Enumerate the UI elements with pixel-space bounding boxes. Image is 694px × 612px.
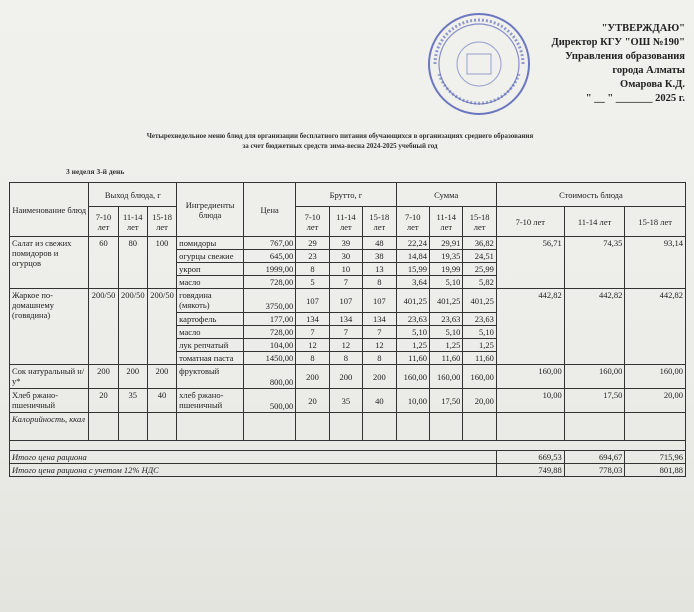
empty-cell [118, 413, 147, 441]
ingredient-name: фруктовый [177, 365, 244, 389]
dish-cost: 10,00 [496, 389, 564, 413]
dish-cost: 442,82 [496, 289, 564, 365]
ingredient-sum: 401,25 [463, 289, 496, 313]
ingredient-brutto: 35 [329, 389, 362, 413]
total-value: 801,88 [625, 464, 686, 477]
ingredient-sum: 11,60 [463, 352, 496, 365]
ingredient-brutto: 10 [329, 263, 362, 276]
ingredient-sum: 29,91 [429, 237, 462, 250]
ingredient-brutto: 12 [363, 339, 396, 352]
ingredient-price: 3750,00 [244, 289, 296, 313]
approval-line-1: "УТВЕРЖДАЮ" [601, 23, 685, 34]
ingredient-name: томатная паста [177, 352, 244, 365]
ingredient-brutto: 134 [296, 313, 329, 326]
empty-cell [363, 413, 396, 441]
total-value: 715,96 [625, 451, 686, 464]
dish-name: Жаркое по-домашнему (говядина) [10, 289, 89, 365]
ingredient-brutto: 200 [296, 365, 329, 389]
spacer-row [10, 441, 686, 451]
approval-line-6: " __ " _______ 2025 г. [585, 93, 685, 104]
ingredient-sum: 160,00 [463, 365, 496, 389]
ingredient-price: 800,00 [244, 365, 296, 389]
table-row [10, 289, 686, 313]
ingredient-name: помидоры [177, 237, 244, 250]
ingredient-brutto: 107 [296, 289, 329, 313]
ingredient-brutto: 8 [363, 352, 396, 365]
empty-cell [564, 413, 625, 441]
ingredient-price: 104,00 [244, 339, 296, 352]
title-line-2: за счет бюджетных средств зима-весна 2024-2025 учебный год [242, 142, 438, 150]
header-sum: Сумма [396, 183, 496, 207]
header-dish: Наименование блюд [10, 183, 89, 237]
ingredient-brutto: 107 [363, 289, 396, 313]
ingredient-sum: 20,00 [463, 389, 496, 413]
ingredient-brutto: 12 [296, 339, 329, 352]
ingredient-sum: 5,82 [463, 276, 496, 289]
header-age2: 11-14 лет [564, 207, 625, 237]
ingredient-brutto: 200 [363, 365, 396, 389]
dish-output: 35 [118, 389, 147, 413]
ingredient-name: картофель [177, 313, 244, 326]
ingredient-brutto: 30 [329, 250, 362, 263]
ingredient-brutto: 29 [296, 237, 329, 250]
empty-cell [177, 413, 244, 441]
empty-cell [89, 413, 118, 441]
ingredient-sum: 160,00 [429, 365, 462, 389]
dish-cost: 74,35 [564, 237, 625, 289]
ingredient-price: 728,00 [244, 276, 296, 289]
ingredient-name: огурцы свежие [177, 250, 244, 263]
empty-cell [463, 413, 496, 441]
ingredient-brutto: 8 [329, 352, 362, 365]
ingredient-sum: 1,25 [396, 339, 429, 352]
ingredient-price: 500,00 [244, 389, 296, 413]
ingredient-sum: 10,00 [396, 389, 429, 413]
ingredient-name: хлеб ржано-пшеничный [177, 389, 244, 413]
header-ingredients: Ингредиенты блюда [177, 183, 244, 237]
ingredient-name: масло [177, 326, 244, 339]
ingredient-sum: 22,24 [396, 237, 429, 250]
empty-cell [296, 413, 329, 441]
ingredient-sum: 23,63 [396, 313, 429, 326]
ingredient-sum: 25,99 [463, 263, 496, 276]
calorie-row [10, 413, 686, 441]
header-age1: 7-10 лет [89, 207, 118, 237]
ingredient-brutto: 134 [363, 313, 396, 326]
header-cost: Стоимость блюда [496, 183, 685, 207]
ingredient-brutto: 38 [363, 250, 396, 263]
spacer-cell [10, 441, 686, 451]
ingredient-brutto: 7 [329, 276, 362, 289]
total-value: 669,53 [496, 451, 564, 464]
ingredient-name: говядина (мякоть) [177, 289, 244, 313]
ingredient-price: 645,00 [244, 250, 296, 263]
dish-output: 60 [89, 237, 118, 289]
dish-output: 200/50 [118, 289, 147, 365]
ingredient-price: 177,00 [244, 313, 296, 326]
total-row [10, 464, 686, 477]
header-brutto: Брутто, г [296, 183, 396, 207]
total-value: 749,88 [496, 464, 564, 477]
ingredient-brutto: 12 [329, 339, 362, 352]
ingredient-price: 1999,00 [244, 263, 296, 276]
ingredient-brutto: 7 [296, 326, 329, 339]
ingredient-brutto: 39 [329, 237, 362, 250]
ingredient-sum: 19,35 [429, 250, 462, 263]
ingredient-brutto: 40 [363, 389, 396, 413]
approval-line-5: Омарова К.Д. [620, 79, 685, 90]
ingredient-name: лук репчатый [177, 339, 244, 352]
dish-output: 200/50 [147, 289, 176, 365]
ingredient-brutto: 13 [363, 263, 396, 276]
approval-line-2: Директор КГУ "ОШ №190" [551, 37, 685, 48]
header-output: Выход блюда, г [89, 183, 177, 207]
ingredient-sum: 11,60 [429, 352, 462, 365]
total-value: 694,67 [564, 451, 625, 464]
ingredient-price: 728,00 [244, 326, 296, 339]
calorie-label: Калорийность, ккал [10, 413, 89, 441]
header-age3: 15-18 лет [147, 207, 176, 237]
ingredient-brutto: 8 [296, 352, 329, 365]
ingredient-sum: 160,00 [396, 365, 429, 389]
dish-cost: 56,71 [496, 237, 564, 289]
header-age2: 11-14 лет [118, 207, 147, 237]
total-row [10, 451, 686, 464]
ingredient-name: масло [177, 276, 244, 289]
dish-output: 200 [147, 365, 176, 389]
total-label: Итого цена рациона с учетом 12% НДС [10, 464, 497, 477]
dish-output: 200 [118, 365, 147, 389]
ingredient-sum: 1,25 [429, 339, 462, 352]
dish-name: Сок натуральный н/у* [10, 365, 89, 389]
ingredient-brutto: 48 [363, 237, 396, 250]
approval-block [445, 22, 685, 106]
ingredient-sum: 23,63 [429, 313, 462, 326]
ingredient-brutto: 134 [329, 313, 362, 326]
ingredient-sum: 5,10 [429, 326, 462, 339]
ingredient-brutto: 7 [329, 326, 362, 339]
empty-cell [429, 413, 462, 441]
dish-cost: 442,82 [564, 289, 625, 365]
ingredient-sum: 3,64 [396, 276, 429, 289]
dish-cost: 160,00 [564, 365, 625, 389]
menu-table [9, 182, 686, 477]
total-label: Итого цена рациона [10, 451, 497, 464]
header-age1: 7-10 лет [496, 207, 564, 237]
ingredient-sum: 15,99 [396, 263, 429, 276]
header-age1: 7-10 лет [396, 207, 429, 237]
dish-output: 100 [147, 237, 176, 289]
empty-cell [396, 413, 429, 441]
dish-cost: 160,00 [625, 365, 686, 389]
dish-cost: 20,00 [625, 389, 686, 413]
ingredient-brutto: 200 [329, 365, 362, 389]
ingredient-brutto: 20 [296, 389, 329, 413]
title-line-1: Четырехнедельное меню блюд для организации бесплатного питания обучающихся в организациях среднего образования [146, 132, 534, 140]
dish-cost: 442,82 [625, 289, 686, 365]
ingredient-brutto: 5 [296, 276, 329, 289]
ingredient-price: 767,00 [244, 237, 296, 250]
ingredient-sum: 19,99 [429, 263, 462, 276]
ingredient-brutto: 8 [363, 276, 396, 289]
dish-output: 200/50 [89, 289, 118, 365]
dish-name: Салат из свежих помидоров и огурцов [10, 237, 89, 289]
approval-line-3: Управления образования [565, 51, 685, 62]
ingredient-brutto: 7 [363, 326, 396, 339]
header-age2: 11-14 лет [329, 207, 362, 237]
dish-output: 40 [147, 389, 176, 413]
ingredient-sum: 401,25 [396, 289, 429, 313]
dish-name: Хлеб ржано-пшеничный [10, 389, 89, 413]
table-row [10, 365, 686, 389]
ingredient-sum: 5,10 [396, 326, 429, 339]
ingredient-sum: 401,25 [429, 289, 462, 313]
empty-cell [147, 413, 176, 441]
table-row [10, 389, 686, 413]
ingredient-brutto: 107 [329, 289, 362, 313]
empty-cell [244, 413, 296, 441]
empty-cell [496, 413, 564, 441]
dish-output: 80 [118, 237, 147, 289]
header-price: Цена [244, 183, 296, 237]
header-age3: 15-18 лет [463, 207, 496, 237]
dish-output: 20 [89, 389, 118, 413]
dish-cost: 17,50 [564, 389, 625, 413]
ingredient-sum: 5,10 [463, 326, 496, 339]
week-label: 3 неделя 3-й день [66, 167, 125, 176]
table-row [10, 237, 686, 250]
total-value: 778,03 [564, 464, 625, 477]
ingredient-sum: 24,51 [463, 250, 496, 263]
empty-cell [329, 413, 362, 441]
approval-line-4: города Алматы [612, 65, 685, 76]
ingredient-sum: 5,10 [429, 276, 462, 289]
empty-cell [625, 413, 686, 441]
header-age2: 11-14 лет [429, 207, 462, 237]
dish-cost: 93,14 [625, 237, 686, 289]
ingredient-brutto: 8 [296, 263, 329, 276]
document-title [60, 131, 620, 151]
ingredient-sum: 36,82 [463, 237, 496, 250]
header-age3: 15-18 лет [363, 207, 396, 237]
dish-cost: 160,00 [496, 365, 564, 389]
header-age1: 7-10 лет [296, 207, 329, 237]
ingredient-name: укроп [177, 263, 244, 276]
ingredient-sum: 11,60 [396, 352, 429, 365]
header-age3: 15-18 лет [625, 207, 686, 237]
ingredient-sum: 23,63 [463, 313, 496, 326]
ingredient-sum: 17,50 [429, 389, 462, 413]
ingredient-sum: 14,84 [396, 250, 429, 263]
ingredient-sum: 1,25 [463, 339, 496, 352]
ingredient-price: 1450,00 [244, 352, 296, 365]
ingredient-brutto: 23 [296, 250, 329, 263]
dish-output: 200 [89, 365, 118, 389]
